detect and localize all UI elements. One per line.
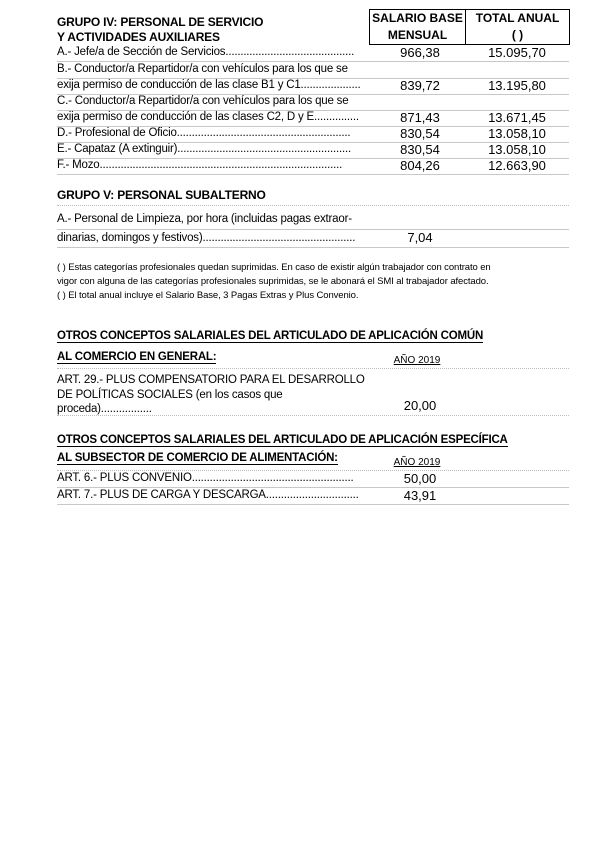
notes xyxy=(57,261,547,303)
otros-comun-year: AÑO 2019 xyxy=(393,355,441,366)
salario-base-header-line1: SALARIO BASE xyxy=(372,11,463,25)
total-anual-value: 12.663,90 xyxy=(488,158,546,173)
otros-comun-divider xyxy=(57,368,569,369)
art29-label xyxy=(57,373,365,417)
row-label: F.- Mozo................................................................................. xyxy=(57,159,343,171)
row-label: ART. 7.- PLUS DE CARGA Y DESCARGA............................... xyxy=(57,489,359,501)
group4-title xyxy=(57,15,263,45)
total-anual-value: 13.671,45 xyxy=(488,110,546,125)
note-line2: vigor con alguna de las categorías profesionales suprimidas, se le abonará el SMI al trabajador afectado. xyxy=(57,276,489,287)
otros-especifica-year: AÑO 2019 xyxy=(393,457,441,468)
row-label: E.- Capataz (A extinguir).......................................................... xyxy=(57,143,351,155)
total-anual-value: 15.095,70 xyxy=(488,45,546,60)
row-label: B.- Conductor/a Repartidor/a con vehículos para los que se xyxy=(57,63,348,75)
table-row xyxy=(57,142,569,159)
total-anual-header xyxy=(465,9,570,45)
salario-base-value: 7,04 xyxy=(407,230,433,245)
art29-line3: proceda)................. xyxy=(57,403,152,415)
total-anual-header-line1: TOTAL ANUAL xyxy=(475,11,560,25)
row-label: dinarias, domingos y festivos)................................................... xyxy=(57,232,356,244)
table-row xyxy=(57,158,569,175)
salario-base-value: 966,38 xyxy=(400,45,440,60)
table-row xyxy=(57,230,569,248)
group4-title-line2: Y ACTIVIDADES AUXILIARES xyxy=(57,30,220,44)
total-anual-value: 13.058,10 xyxy=(488,126,546,141)
salario-base-header xyxy=(369,9,466,45)
table-row xyxy=(57,126,569,143)
salario-base-value: 839,72 xyxy=(400,78,440,93)
salario-base-value: 804,26 xyxy=(400,158,440,173)
table-row xyxy=(57,94,569,111)
note-line1: ( ) Estas categorías profesionales quedan suprimidas. En caso de existir algún trabajador con contrato en xyxy=(57,262,491,273)
salario-base-header-line2: MENSUAL xyxy=(387,28,448,42)
otros-especifica-subtitle: AL SUBSECTOR DE COMERCIO DE ALIMENTACIÓN: xyxy=(57,452,338,464)
total-anual-value: 13.058,10 xyxy=(488,142,546,157)
table-row xyxy=(57,78,569,95)
otros-especifica-title: OTROS CONCEPTOS SALARIALES DEL ARTICULADO DE APLICACIÓN ESPECÍFICA xyxy=(57,434,508,446)
row-label: C.- Conductor/a Repartidor/a con vehículos para los que se xyxy=(57,95,349,107)
note-line3: ( ) El total anual incluye el Salario Base, 3 Pagas Extras y Plus Convenio. xyxy=(57,290,359,301)
row-label: exija permiso de conducción de las clases C2, D y E............... xyxy=(57,111,359,123)
total-anual-header-line2: ( ) xyxy=(511,28,524,42)
art29-line2: DE POLÍTICAS SOCIALES (en los casos que xyxy=(57,388,283,401)
row-label: D.- Profesional de Oficio.......................................................... xyxy=(57,127,351,139)
art29-line1: ART. 29.- PLUS COMPENSATORIO PARA EL DESARROLLO xyxy=(57,374,365,386)
table-row xyxy=(57,45,569,62)
table-row xyxy=(57,471,569,488)
salario-base-value: 871,43 xyxy=(400,110,440,125)
total-anual-value: 13.195,80 xyxy=(488,78,546,93)
table-row xyxy=(57,110,569,127)
otros-comun-title: OTROS CONCEPTOS SALARIALES DEL ARTICULADO DE APLICACIÓN COMÚN xyxy=(57,330,484,342)
art29-divider xyxy=(57,415,569,416)
table-row xyxy=(57,211,569,230)
row-label: ART. 6.- PLUS CONVENIO...................................................... xyxy=(57,472,354,484)
group4-title-line1: GRUPO IV: PERSONAL DE SERVICIO xyxy=(57,15,264,29)
row-value: 50,00 xyxy=(403,471,437,486)
art29-value: 20,00 xyxy=(403,398,437,413)
row-label: A.- Jefe/a de Sección de Servicios........................................... xyxy=(57,46,355,58)
group5-divider xyxy=(57,205,569,206)
row-value: 43,91 xyxy=(403,488,437,503)
table-row xyxy=(57,488,569,505)
salario-base-value: 830,54 xyxy=(400,142,440,157)
otros-comun-subtitle: AL COMERCIO EN GENERAL: xyxy=(57,351,217,363)
table-row xyxy=(57,62,569,79)
row-label: exija permiso de conducción de las clase B1 y C1.................... xyxy=(57,79,361,91)
group5-title: GRUPO V: PERSONAL SUBALTERNO xyxy=(57,188,266,202)
row-label: A.- Personal de Limpieza, por hora (incluidas pagas extraor- xyxy=(57,213,352,225)
salario-base-value: 830,54 xyxy=(400,126,440,141)
